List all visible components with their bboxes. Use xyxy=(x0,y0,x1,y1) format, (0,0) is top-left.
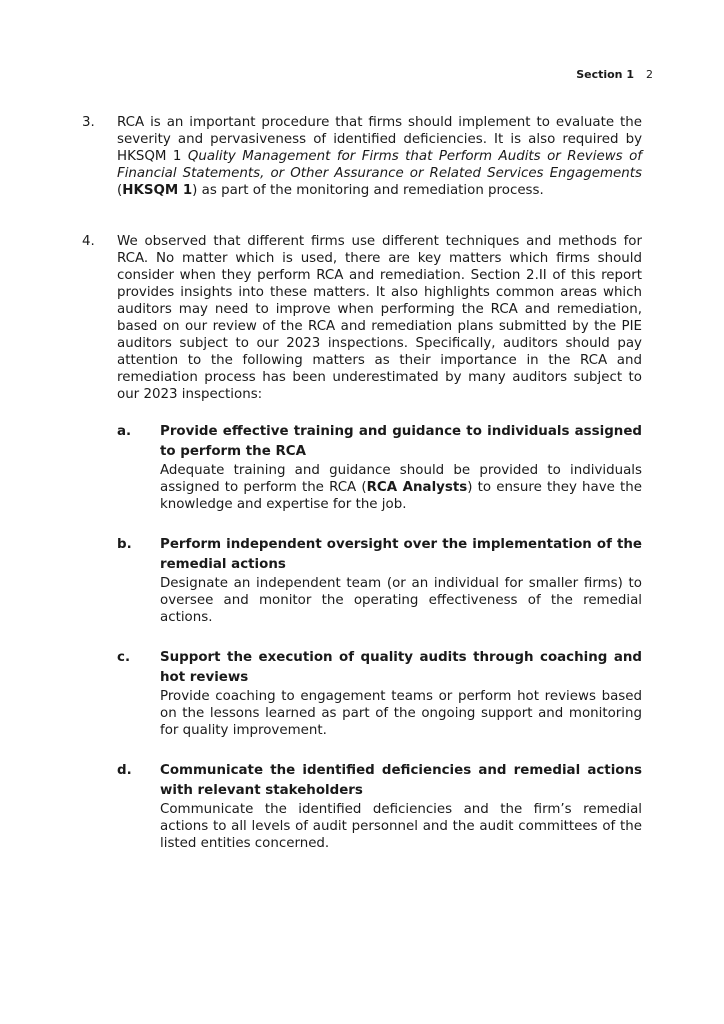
defined-term: RCA Analysts xyxy=(366,480,468,495)
defined-term: HKSQM 1 xyxy=(122,183,193,198)
page-number: 2 xyxy=(646,68,653,81)
paragraph-text-part: ) as part of the monitoring and remediation process. xyxy=(192,183,544,198)
list-item-c xyxy=(117,648,642,739)
list-item-body xyxy=(160,462,642,513)
paragraph-3 xyxy=(82,114,642,199)
list-item-a xyxy=(117,422,642,513)
paragraph-4 xyxy=(82,233,642,403)
list-item-title: Support the execution of quality audits through coaching and hot reviews xyxy=(160,650,642,685)
list-item-b xyxy=(117,535,642,626)
list-item-body-part: Adequate training and guidance should be provided to individuals assigned to perform the RCA ( xyxy=(160,463,642,495)
paragraph-text: We observed that different firms use different techniques and methods for RCA. No matter which is used, there are key matters which firms should consider when they perform RCA and remediation. Section 2.II of this report provides insights into these matters. It also highlights common areas which auditors may need to improve when performing the RCA and remediation, based on our review of the RCA and remediation plans submitted by the PIE auditors subject to our 2023 inspections. Specifically, auditors should pay attention to the following matters as their importance in the RCA and remediation process has been underestimated by many auditors subject to our 2023 inspections: xyxy=(117,234,642,402)
standard-title: Quality Management for Firms that Perform Audits or Reviews of Financial Statements, or Other Assurance or Related Services Engagements xyxy=(117,149,642,181)
list-item-letter: a. xyxy=(117,424,132,439)
list-item-letter: c. xyxy=(117,650,131,665)
paragraph-text xyxy=(117,114,642,199)
paragraph-number: 3. xyxy=(82,115,95,130)
section-label: Section 1 xyxy=(576,68,634,81)
list-item-title: Communicate the identified deficiencies and remedial actions with relevant stakeholders xyxy=(160,763,642,798)
list-item-body: Provide coaching to engagement teams or perform hot reviews based on the lessons learned as part of the ongoing support and monitoring for quality improvement. xyxy=(160,689,642,738)
list-item-body: Designate an independent team (or an individual for smaller firms) to oversee and monitor the operating effectiveness of the remedial actions. xyxy=(160,576,642,625)
page-header xyxy=(576,68,653,81)
list-item-letter: b. xyxy=(117,537,132,552)
paragraph-text-part: RCA is an important procedure that firms should implement to evaluate the severity and pervasiveness of identified deficiencies. It is also required by HKSQM 1 xyxy=(117,115,642,164)
list-item-d xyxy=(117,761,642,852)
paragraph-text-part: ( xyxy=(117,183,123,198)
list-item-title: Provide effective training and guidance to individuals assigned to perform the RCA xyxy=(160,424,642,459)
list-item-body: Communicate the identified deficiencies and the firm’s remedial actions to all levels of audit personnel and the audit committees of the listed entities concerned. xyxy=(160,802,642,851)
paragraph-number: 4. xyxy=(82,234,95,249)
list-item-letter: d. xyxy=(117,763,132,778)
list-item-title: Perform independent oversight over the implementation of the remedial actions xyxy=(160,537,642,572)
list-item-body-part: ) to ensure they have the knowledge and expertise for the job. xyxy=(160,480,643,512)
